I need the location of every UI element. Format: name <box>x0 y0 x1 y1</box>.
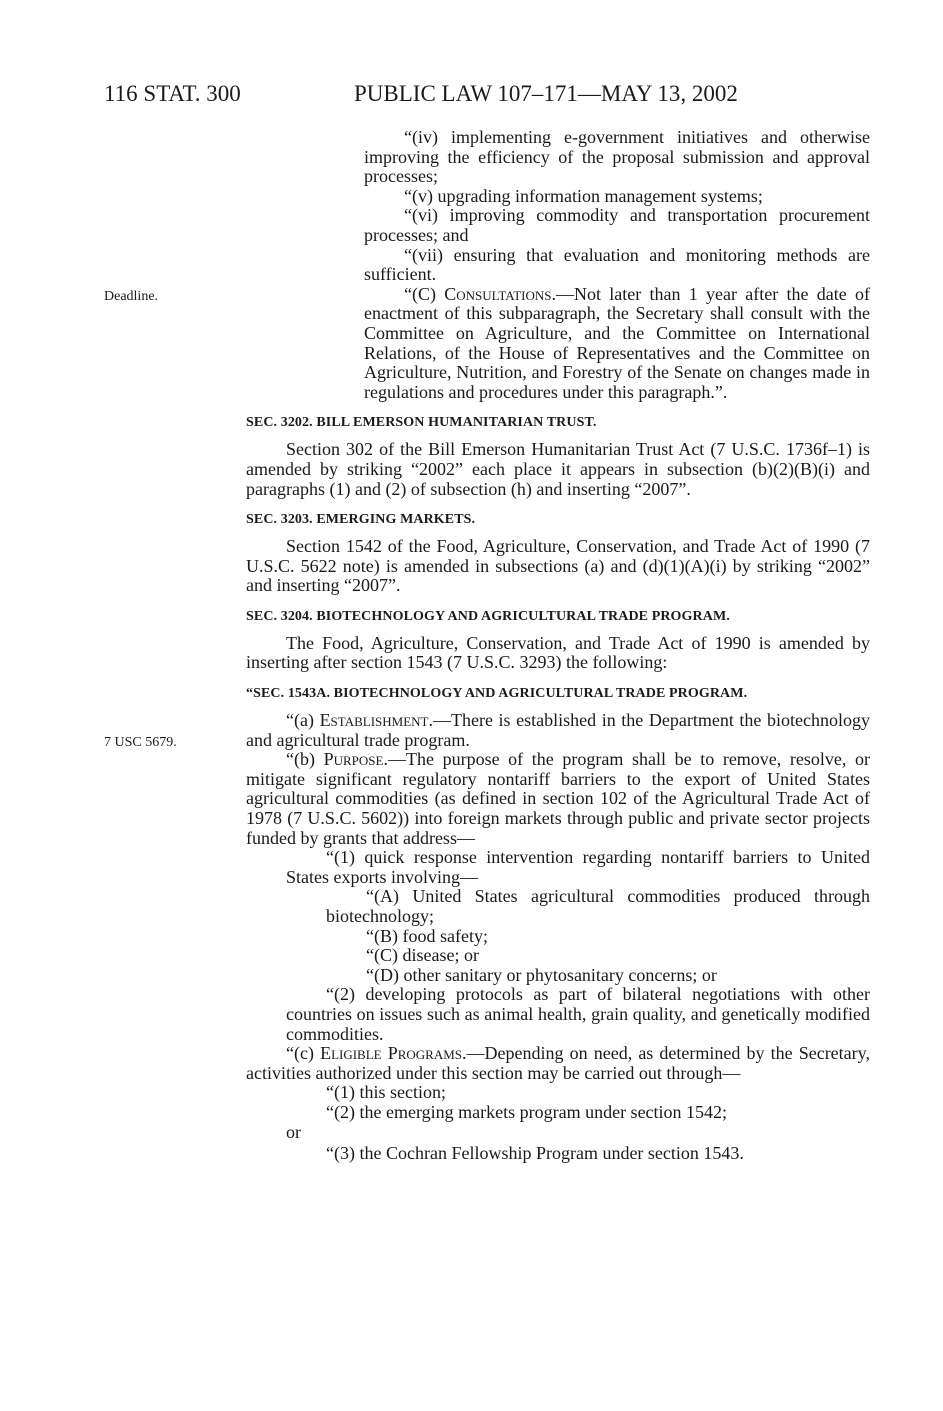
subsection-c-eligible-programs <box>246 1044 870 1083</box>
public-law-title: PUBLIC LAW 107–171—MAY 13, 2002 <box>354 81 738 106</box>
document-body <box>246 128 870 1164</box>
conjunction-or: or <box>286 1121 301 1142</box>
subsection-b-heading: Purpose <box>323 749 384 770</box>
subparagraph-b1c: “(C) disease; or <box>366 945 479 966</box>
paragraph-b1: “(1) quick response intervention regarding nontariff barriers to United States exports involving— <box>286 847 870 887</box>
stat-citation: 116 STAT. 300 <box>104 81 241 106</box>
subparagraph-b1a: “(A) United States agricultural commodities produced through biotechnology; <box>326 886 870 926</box>
clause-iv: “(iv) implementing e-government initiatives and otherwise improving the efficiency of the proposal submission and approval processes; <box>364 127 870 187</box>
subparagraph-c-consultations <box>246 285 870 403</box>
margin-note-deadline: Deadline. <box>104 289 159 304</box>
section-3204-text: The Food, Agriculture, Conservation, and Trade Act of 1990 is amended by inserting after section 1543 (7 U.S.C. 3293) the following: <box>246 632 870 673</box>
clause-v: “(v) upgrading information management systems; <box>404 185 763 206</box>
subsection-c-heading: Eligible Programs <box>320 1043 463 1064</box>
subsection-a-heading: Establishment <box>319 710 429 731</box>
margin-note-usc: 7 USC 5679. <box>104 735 177 750</box>
section-3203-text: Section 1542 of the Food, Agriculture, Conservation, and Trade Act of 1990 (7 U.S.C. 5622 note) is amended in subsections (a) and (d)(1)(A)(i) by striking “2002” and inserting “2007”. <box>246 536 870 596</box>
subsection-b-label: “(b) <box>286 749 324 770</box>
subparagraph-b1b: “(B) food safety; <box>366 925 488 946</box>
page-header <box>104 78 864 110</box>
subsection-a-establishment <box>246 711 870 750</box>
paragraph-c1: “(1) this section; <box>326 1082 446 1103</box>
clause-vii: “(vii) ensuring that evaluation and monitoring methods are sufficient. <box>364 244 870 285</box>
section-1543a-heading: “SEC. 1543A. BIOTECHNOLOGY AND AGRICULTURAL TRADE PROGRAM. <box>246 686 748 702</box>
paragraph-c2: “(2) the emerging markets program under section 1542; <box>326 1101 728 1122</box>
subparagraph-b1d: “(D) other sanitary or phytosanitary concerns; or <box>366 964 717 985</box>
clause-vi: “(vi) improving commodity and transportation procurement processes; and <box>364 205 870 245</box>
subsection-b-text: .—The purpose of the program shall be to remove, resolve, or mitigate significant regulatory nontariff barriers to the export of United States agricultural commodities (as defined in section 102 of the Agricultural Trade Act of 1978 (7 U.S.C. 5602)) into foreign markets through public and private sector projects funded by grants that address— <box>246 749 871 848</box>
paragraph-b2: “(2) developing protocols as part of bilateral negotiations with other countries on issues such as animal health, grain quality, and genetically modified commodities. <box>286 984 870 1044</box>
subparagraph-c-text: .—Not later than 1 year after the date of enactment of this subparagraph, the Secretary shall consult with the Committee on Agriculture, and the Committee on International Relations, of the House of Representatives and the Committee on Agriculture, Nutrition, and Forestry of the Senate on changes made in regulations and procedures under this paragraph.”. <box>364 283 870 402</box>
subsection-b-purpose <box>246 750 870 848</box>
section-3203-heading: SEC. 3203. EMERGING MARKETS. <box>246 512 476 528</box>
subsection-c-text: .—Depending on need, as determined by the Secretary, activities authorized under this section may be carried out through— <box>246 1043 870 1083</box>
section-3204-heading: SEC. 3204. BIOTECHNOLOGY AND AGRICULTURAL TRADE PROGRAM. <box>246 608 730 624</box>
section-3202-text: Section 302 of the Bill Emerson Humanitarian Trust Act (7 U.S.C. 1736f–1) is amended by striking “2002” each place it appears in subsection (b)(2)(B)(i) and paragraphs (1) and (2) of subsection (h) and inserting “2007”. <box>246 439 870 499</box>
subsection-a-text: .—There is established in the Department the biotechnology and agricultural trade program. <box>246 710 870 750</box>
subsection-a-label: “(a) <box>286 710 320 731</box>
subparagraph-c-heading: Consultations <box>444 283 552 304</box>
paragraph-c3: “(3) the Cochran Fellowship Program under section 1543. <box>326 1143 744 1164</box>
subparagraph-c-label: “(C) <box>404 283 445 304</box>
section-3202-heading: SEC. 3202. BILL EMERSON HUMANITARIAN TRUST. <box>246 415 597 431</box>
subsection-c-label: “(c) <box>286 1043 321 1064</box>
